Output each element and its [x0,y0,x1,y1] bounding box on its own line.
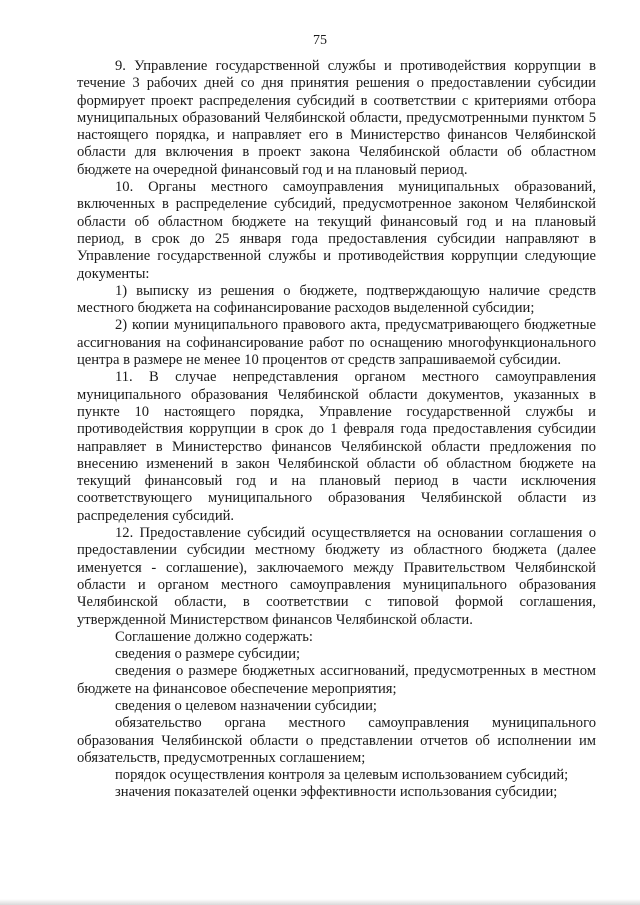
paragraph-10: 10. Органы местного самоуправления муниципальных образований, включенных в распределение субсидий, предусмотренное законом Челябинской области об областном бюджете на текущий финансовый год и на плановый период, в срок до 25 января года предоставления субсидии направляют в Управление государственной службы и противодействия коррупции следующие документы: [77,179,596,282]
page-number: 75 [313,33,327,48]
list-item-2: 2) копии муниципального правового акта, предусматривающего бюджетные ассигнования на софинансирование работ по оснащению многофункционального центра в размере не менее 10 процентов от средств запрашиваемой субсидии. [77,317,596,369]
scan-bottom-edge [0,899,640,905]
agreement-item-obligation: обязательство органа местного самоуправления муниципального образования Челябинской области о представлении отчетов об исполнении им обязательств, предусмотренных соглашением; [77,715,596,766]
agreement-item-indicators: значения показателей оценки эффективности использования субсидии; [115,784,558,801]
paragraph-12: 12. Предоставление субсидий осуществляется на основании соглашения о предоставлении субсидии местному бюджету из областного бюджета (далее именуется - соглашение), заключаемого между Правительством Челябинской области и органом местного самоуправления муниципального образования Челябинской области, в соответствии с типовой формой соглашения, утвержденной Министерством финансов Челябинской области. [77,525,596,628]
agreement-item-allocations: сведения о размере бюджетных ассигнований, предусмотренных в местном бюджете на финансовое обеспечение мероприятия; [77,663,596,697]
agreement-intro: Соглашение должно содержать: [115,628,313,645]
paragraph-11: 11. В случае непредставления органом местного самоуправления муниципального образования Челябинской области документов, указанных в пункте 10 настоящего порядка, Управление государственной службы и противодействия коррупции в срок до 1 февраля года предоставления субсидии направляет в Министерство финансов Челябинской области предложения по внесению изменений в закон Челябинской области об областном бюджете на текущий финансовый год и на плановый период в части исключения соответствующего муниципального образования Челябинской области из распределения субсидий. [77,369,596,524]
paragraph-9: 9. Управление государственной службы и противодействия коррупции в течение 3 рабочих дней со дня принятия решения о предоставлении субсидии формирует проект распределения субсидий в соответствии с критериями отбора муниципальных образований Челябинской области, предусмотренными пунктом 5 настоящего порядка, и направляет его в Министерство финансов Челябинской области для включения в проект закона Челябинской области об областном бюджете на очередной финансовый год и на плановый период. [77,58,596,178]
list-item-1: 1) выписку из решения о бюджете, подтверждающую наличие средств местного бюджета на софинансирование расходов выделенной субсидии; [77,282,596,317]
agreement-item-size: сведения о размере субсидии; [115,646,301,663]
agreement-item-purpose: сведения о целевом назначении субсидии; [115,697,377,714]
document-body [77,58,596,802]
agreement-item-control: порядок осуществления контроля за целевым использованием субсидий; [115,767,569,784]
